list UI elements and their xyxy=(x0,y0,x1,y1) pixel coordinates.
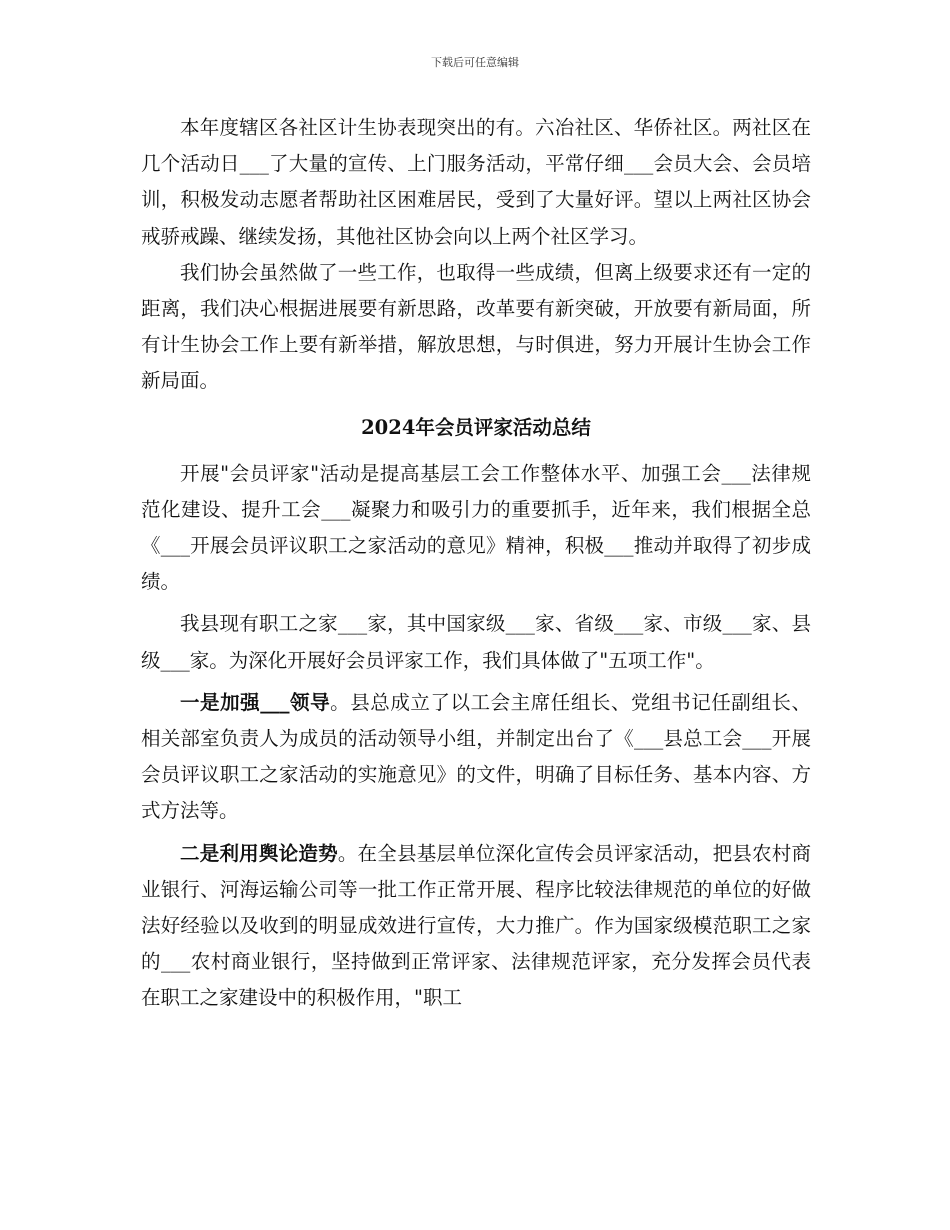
paragraph: 本年度辖区各社区计生协表现突出的有。六冶社区、华侨社区。两社区在几个活动日___了大量的宣传、上门服务活动，平常仔细___会员大会、会员培训，积极发动志愿者帮助社区困难居民，受到了大量好评。望以上两社区协会戒骄戒躁、继续发扬，其他社区协会向以上两个社区学习。 xyxy=(141,116,811,248)
item-lead: 一是加强___领导 xyxy=(180,690,331,714)
paragraph: 开展"会员评家"活动是提高基层工会工作整体水平、加强工会___法律规范化建设、提升工会___凝聚力和吸引力的重要抓手，近年来，我们根据全总《___开展会员评议职工之家活动的意见》精神，积极___推动并取得了初步成绩。 xyxy=(141,461,811,594)
page-header: 下载后可任意编辑 xyxy=(431,56,519,69)
paragraph-item-2 xyxy=(141,836,811,1017)
document-body xyxy=(141,110,811,1017)
paragraph-item-1 xyxy=(141,685,811,830)
item-lead: 二是利用舆论造势 xyxy=(180,841,338,865)
section-title: 2024年会员评家活动总结 xyxy=(361,415,591,439)
item-body: 。县总成立了以工会主席任组长、党组书记任副组长、相关部室负责人为成员的活动领导小组，并制定出台了《___县总工会___开展会员评议职工之家活动的实施意见》的文件，明确了目标任务、基本内容、方式方法等。 xyxy=(141,690,811,823)
item-body: 。在全县基层单位深化宣传会员评家活动，把县农村商业银行、河海运输公司等一批工作正常开展、程序比较法律规范的单位的好做法好经验以及收到的明显成效进行宣传，大力推广。作为国家级模范职工之家的___农村商业银行，坚持做到正常评家、法律规范评家，充分发挥会员代表在职工之家建设中的积极作用，"职工 xyxy=(141,841,811,1010)
paragraph: 我们协会虽然做了一些工作，也取得一些成绩，但离上级要求还有一定的距离，我们决心根据进展要有新思路，改革要有新突破，开放要有新局面，所有计生协会工作上要有新举措，解放思想，与时俱进，努力开展计生协会工作新局面。 xyxy=(141,260,811,393)
paragraph: 我县现有职工之家___家，其中国家级___家、省级___家、市级___家、县级___家。为深化开展好会员评家工作，我们具体做了"五项工作"。 xyxy=(141,612,811,672)
